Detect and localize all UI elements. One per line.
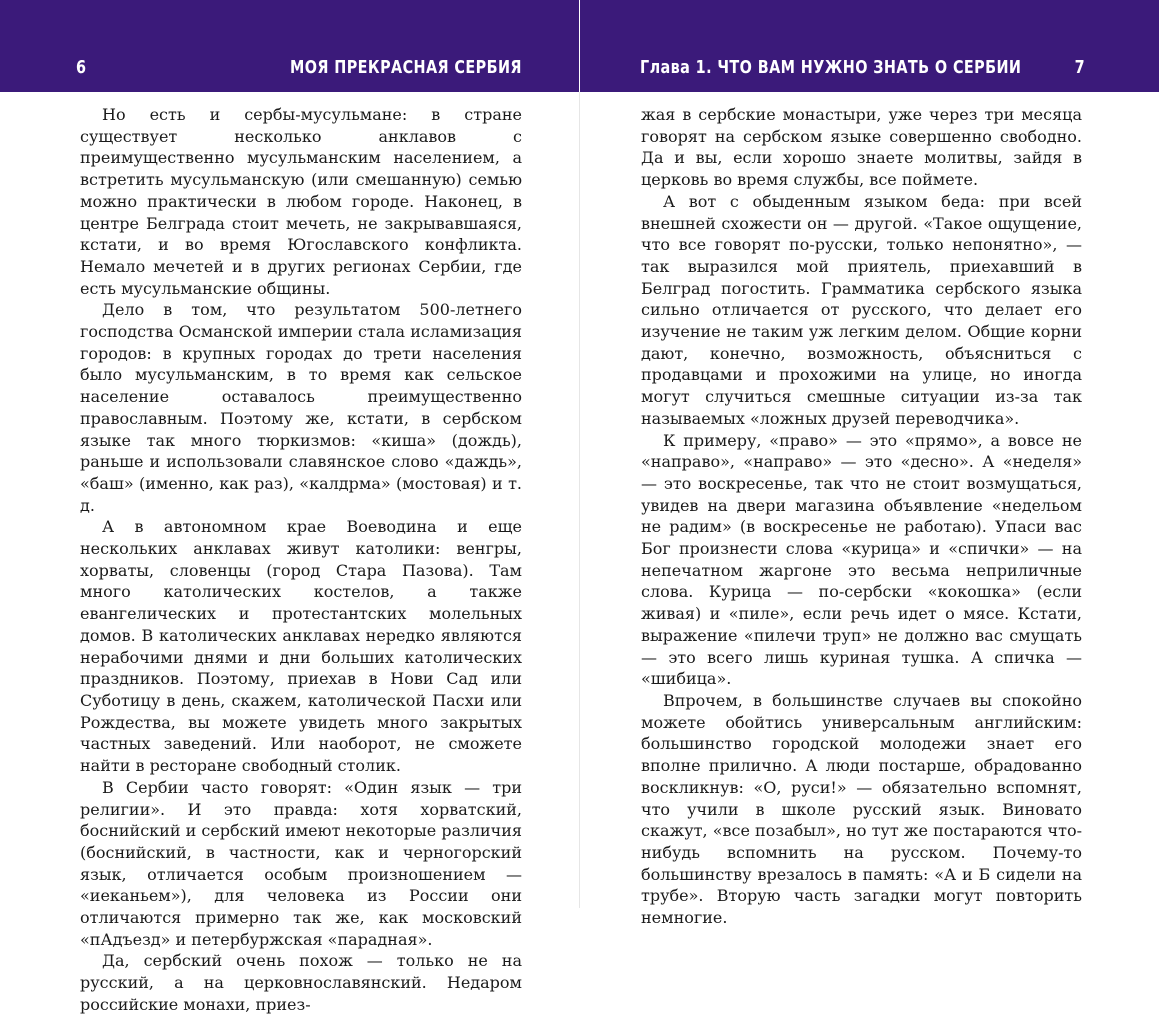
right-paragraph-3: Впрочем, в большинстве случаев вы спокойно можете обойтись универсальным английским: большинство городской молодежи знает его вполне прилично. А люди постарше, обрадованно воскликнув: «О, руси!» — обязательно вспомнят, что учили в школе русский язык. Виновато скажут, «все позабыл», но тут же постараются что-нибудь вспомнить на русском. Почему-то большинству врезалось в память: «А и Б сидели на трубе». Вторую часть загадки могут повторить немногие. — [641, 690, 1082, 928]
right-paragraph-1: А вот с обыденным языком беда: при всей внешней схожести он — другой. «Такое ощущение, что все говорят по-русски, только непонятно», — так выразился мой приятель, приехавший в Белград погостить. Грамматика сербского языка сильно отличается от русского, что делает его изучение не таким уж легким делом. Общие корни дают, конечно, возможность, объясниться с продавцами и прохожими на улице, но иногда могут случиться смешные ситуации из-за так называемых «ложных друзей переводчика». — [641, 191, 1082, 428]
left-paragraph-1: Но есть и сербы-мусульмане: в стране существует несколько анклавов с преимущественно мусульманским населением, а встретить мусульманскую (или смешанную) семью можно практически в любом городе. Наконец, в центре Белграда стоит мечеть, не закрывавшаяся, кстати, и во время Югославского конфликта. Немало мечетей и в других регионах Сербии, где есть мусульманские общины. — [80, 105, 522, 298]
left-page-number: 6 — [76, 57, 87, 78]
right-page-number: 7 — [1074, 57, 1085, 78]
right-page-header — [580, 0, 1159, 92]
left-paragraph-3: А в автономном крае Воеводина и еще нескольких анклавах живут католики: венгры, хорваты, словенцы (город Стара Пазова). Там много католических костелов, а также евангелических и протестантских молельных домов. В католических анклавах нередко являются нерабочими днями и дни больших католических праздников. Поэтому, приехав в Нови Сад или Суботицу в день, скажем, католической Пасхи или Рождества, вы можете увидеть много закрытых частных заведений. Или наоборот, не сможете найти в ресторане свободный столик. — [80, 517, 522, 776]
left-page-body — [80, 104, 522, 1016]
left-paragraph-4: В Сербии часто говорят: «Один язык — три религии». И это правда: хотя хорватский, боснийский и сербский имеют некоторые различия (боснийский, в частности, как и черногорский язык, отличается особым произношением — «иеканьем»), для человека из России они отличаются примерно так же, как московский «пАдъезд» и петербуржская «парадная». — [80, 777, 522, 949]
left-page — [0, 0, 579, 1014]
right-page — [580, 0, 1159, 928]
left-page-header — [0, 0, 579, 92]
right-page-body — [641, 104, 1082, 929]
left-paragraph-2: Дело в том, что результатом 500-летнего господства Османской империи стала исламизация городов: в крупных городах до трети населения было мусульманским, в то время как сельское население оставалось преимущественно православным. Поэтому же, кстати, в сербском языке так много тюркизмов: «киша» (дождь), раньше и использовали славянское слово «даждь», «баш» (именно, как раз), «калдрма» (мостовая) и т. д. — [80, 300, 522, 515]
right-paragraph-2: К примеру, «право» — это «прямо», а вовсе не «направо», «направо» — это «десно». А «неделя» — это воскресенье, так что не стоит возмущаться, увидев на двери магазина объявление «недельом не радим» (в воскресенье не работаю). Упаси вас Бог произнести слова «курица» и «спички» — на непечатном жаргоне это весьма неприличные слова. Курица — по-сербски «кокошка» (если живая) и «пиле», если речь идет о мясе. Кстати, выражение «пилечи труп» не должно вас смущать — это всего лишь куриная тушка. А спичка — «шибица». — [641, 430, 1082, 689]
left-paragraph-5: Да, сербский очень похож — только не на русский, а на церковнославянский. Недаром российские монахи, приез- — [80, 951, 522, 1014]
right-running-title: Глава 1. ЧТО ВАМ НУЖНО ЗНАТЬ О СЕРБИИ — [640, 57, 1022, 78]
right-continuation-paragraph: жая в сербские монастыри, уже через три месяца говорят на сербском языке совершенно свободно. Да и вы, если хорошо знаете молитвы, зайдя в церковь во время службы, все поймете. — [641, 105, 1082, 190]
left-running-title: МОЯ ПРЕКРАСНАЯ СЕРБИЯ — [290, 57, 522, 78]
